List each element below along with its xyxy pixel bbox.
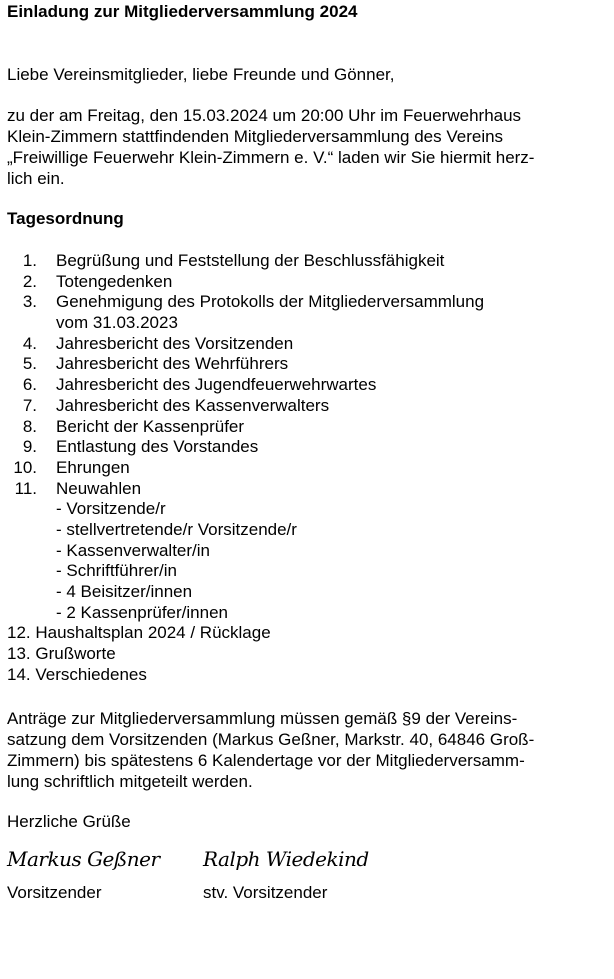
agenda-item-number: 1. — [22, 251, 37, 270]
agenda-item-text: Entlastung des Vorstandes — [56, 437, 259, 457]
agenda-subitem — [7, 560, 607, 581]
agenda-item — [7, 478, 607, 499]
agenda-item — [7, 291, 607, 312]
agenda-item-number: 9. — [22, 437, 37, 457]
agenda-item — [7, 271, 607, 292]
agenda-item-number: 5. — [22, 354, 37, 374]
agenda-item — [7, 436, 607, 457]
intro-line: „Freiwillige Feuerwehr Klein-Zimmern e. V.“ laden wir Sie hiermit herz- — [7, 148, 535, 167]
agenda-item-text: 12. Haushaltsplan 2024 / Rücklage — [7, 623, 271, 643]
agenda-item-text: Jahresbericht des Jugendfeuerwehrwartes — [56, 375, 377, 395]
handwritten-signature-deputy: Ralph Wiedekind — [203, 847, 369, 871]
agenda-item-text: Jahresbericht des Wehrführers — [56, 354, 289, 374]
signatory-role-deputy: stv. Vorsitzender — [203, 883, 328, 902]
agenda-item-text: Begrüßung und Feststellung der Beschlussfähigkeit — [56, 251, 445, 270]
notice-paragraph — [7, 708, 607, 792]
agenda-item-number: 8. — [22, 416, 37, 436]
agenda-subitem-text: - 2 Kassenprüfer/innen — [56, 602, 228, 622]
document-title: Einladung zur Mitgliederversammlung 2024 — [7, 2, 358, 21]
agenda-item-text: Jahresbericht des Kassenverwalters — [56, 395, 330, 415]
agenda-item-text: 13. Grußworte — [7, 644, 116, 664]
agenda-item-text: Genehmigung des Protokolls der Mitgliederversammlung — [56, 292, 485, 312]
notice-line: Zimmern) bis spätestens 6 Kalendertage vor der Mitgliederversamm- — [7, 751, 525, 770]
agenda-subitem-text: - 4 Beisitzer/innen — [56, 582, 193, 601]
agenda-item-number: 7. — [22, 395, 37, 415]
agenda-item — [7, 250, 607, 271]
notice-line: satzung dem Vorsitzenden (Markus Geßner, Markstr. 40, 64846 Groß- — [7, 730, 535, 749]
agenda-item-text: Ehrungen — [56, 457, 130, 477]
agenda-item-continuation — [7, 312, 607, 333]
intro-line: zu der am Freitag, den 15.03.2024 um 20:00 Uhr im Feuerwehrhaus — [7, 106, 522, 125]
agenda-item-text: Jahresbericht des Vorsitzenden — [56, 333, 294, 353]
agenda-item — [7, 457, 607, 478]
agenda-item-text: vom 31.03.2023 — [56, 313, 178, 333]
agenda-item — [7, 374, 607, 395]
agenda-item — [7, 643, 607, 664]
agenda-item — [7, 395, 607, 416]
agenda-subitem — [7, 519, 607, 540]
agenda-item-text: Totengedenken — [56, 271, 173, 291]
agenda-subitem-text: - Kassenverwalter/in — [56, 540, 211, 560]
agenda-subitem — [7, 602, 607, 623]
agenda-item-number: 2. — [22, 271, 37, 291]
agenda-item — [7, 664, 607, 685]
notice-line: lung schriftlich mitgeteilt werden. — [7, 772, 253, 791]
agenda-item-number: 3. — [22, 292, 37, 312]
agenda-subitem — [7, 581, 607, 602]
agenda-subitem-text: - Schriftführer/in — [56, 561, 177, 581]
agenda-item — [7, 622, 607, 643]
closing-salutation: Herzliche Grüße — [7, 812, 131, 831]
signatory-role-chairman: Vorsitzender — [7, 883, 102, 902]
agenda-item-text: Neuwahlen — [56, 478, 142, 498]
agenda-item-number: 10. — [13, 457, 37, 477]
agenda-item — [7, 333, 607, 354]
agenda-heading: Tagesordnung — [7, 209, 124, 228]
agenda-item-text: Bericht der Kassenprüfer — [56, 416, 245, 436]
agenda-subitem-text: - Vorsitzende/r — [56, 499, 166, 519]
intro-paragraph — [7, 105, 607, 189]
agenda-item — [7, 353, 607, 374]
intro-line: Klein-Zimmern stattfindenden Mitgliederversammlung des Vereins — [7, 127, 504, 146]
agenda-item-number: 4. — [22, 333, 37, 353]
agenda-subitem — [7, 540, 607, 561]
notice-line: Anträge zur Mitgliederversammlung müssen gemäß §9 der Vereins- — [7, 709, 518, 728]
agenda-subitem — [7, 498, 607, 519]
agenda-item-number: 6. — [22, 375, 37, 395]
agenda-item-number: 11. — [14, 478, 37, 498]
intro-line: lich ein. — [7, 169, 65, 188]
greeting: Liebe Vereinsmitglieder, liebe Freunde und Gönner, — [7, 65, 395, 84]
handwritten-signature-chairman: Markus Geßner — [7, 847, 160, 871]
agenda-subitem-text: - stellvertretende/r Vorsitzende/r — [56, 519, 297, 539]
agenda-item-text: 14. Verschiedenes — [7, 664, 147, 684]
agenda-item — [7, 416, 607, 437]
agenda-list — [7, 250, 607, 684]
